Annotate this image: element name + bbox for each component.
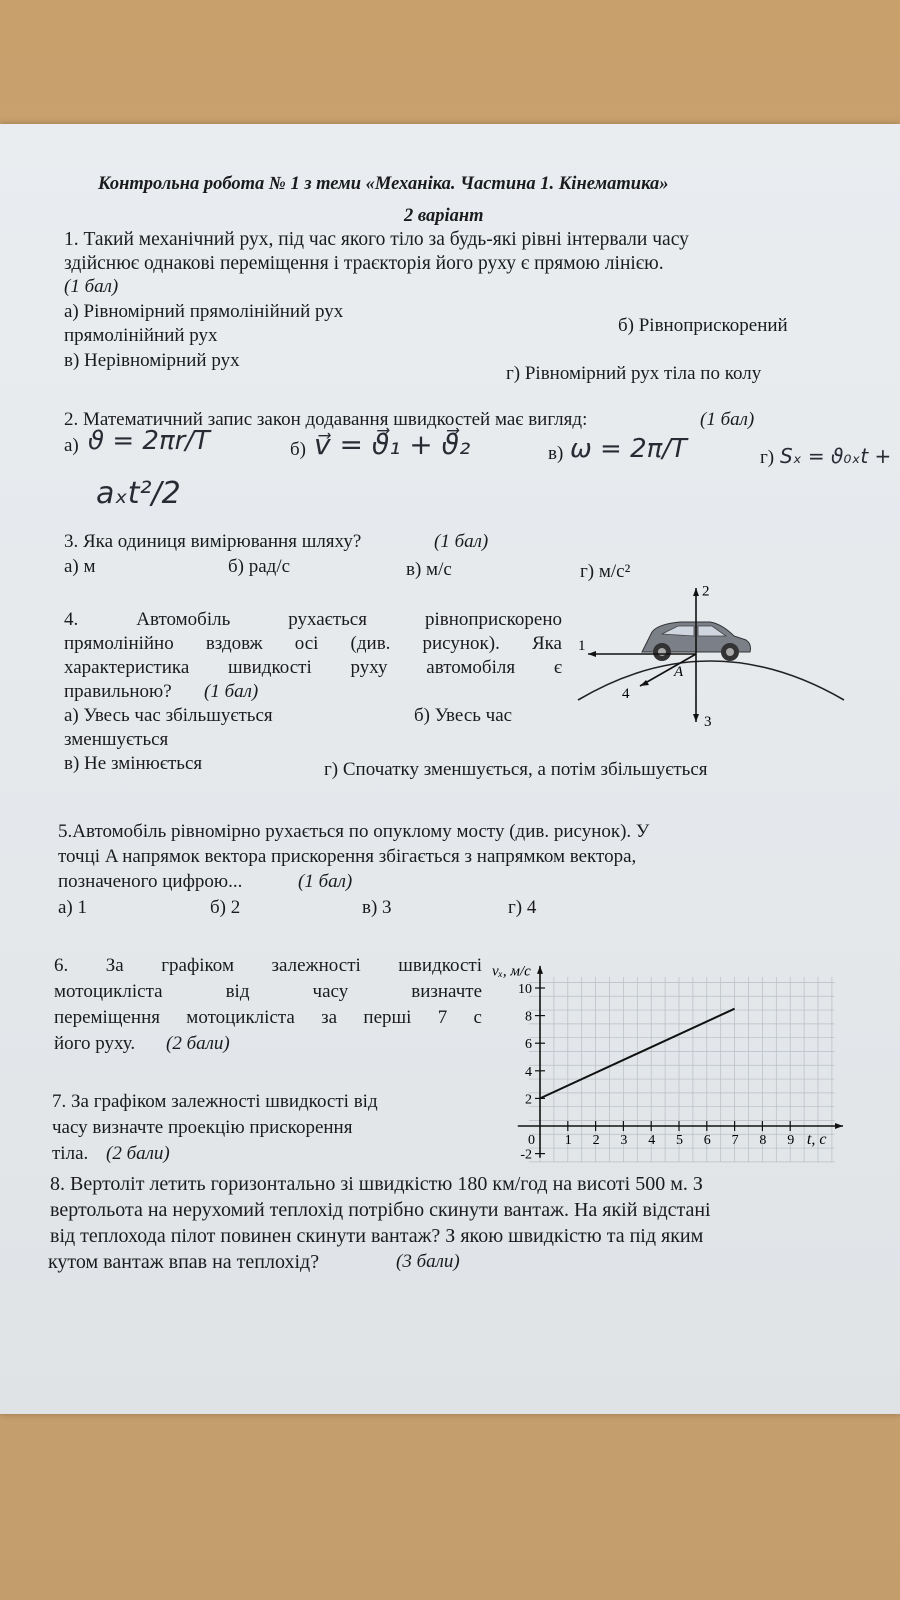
- y-tick-label: 10: [518, 982, 532, 997]
- x-tick-label: 7: [731, 1133, 739, 1148]
- x-tick-label: 5: [676, 1133, 683, 1148]
- q5-points: (1 бал): [298, 871, 353, 892]
- vector-label-3: 3: [704, 714, 712, 730]
- x-tick-label: 1: [564, 1133, 572, 1148]
- q1-option-a-cont: прямолінійний рух: [64, 325, 218, 346]
- q1-points: (1 бал): [64, 276, 119, 297]
- q4-option-g: г) Спочатку зменшується, а потім збільшується: [324, 759, 708, 780]
- q2-handwritten-a: ϑ = 2πr/T: [88, 426, 210, 456]
- q5-line1: 5.Автомобіль рівномірно рухається по опуклому мосту (див. рисунок). У: [58, 821, 650, 842]
- y-tick-label: -2: [520, 1147, 532, 1163]
- q7-line1: 7. За графіком залежності швидкості від: [52, 1091, 378, 1112]
- q3-points: (1 бал): [434, 531, 489, 552]
- x-axis-label: t, c: [806, 1131, 827, 1148]
- q8-line4: кутом вантаж впав на теплохід?: [48, 1251, 320, 1273]
- y-tick-label: 4: [525, 1064, 532, 1080]
- x-tick-label: 6: [703, 1133, 711, 1148]
- x-tick-label: 0: [528, 1133, 535, 1148]
- q6-line3: переміщення мотоцикліста за перші 7 с: [54, 1007, 482, 1028]
- y-axis-arrow: [537, 966, 543, 974]
- x-tick-label: 3: [620, 1133, 628, 1148]
- q6-line4: його руху.: [54, 1033, 136, 1054]
- q1-option-v: в) Нерівномірний рух: [64, 350, 240, 371]
- vector-label-1: 1: [578, 638, 586, 654]
- q2-option-g-label: г): [760, 447, 775, 468]
- q3-option-b: б) рад/с: [228, 556, 291, 577]
- q2-question: 2. Математичний запис закон додавання швидкостей має вигляд:: [64, 409, 588, 430]
- q8-line2: вертольота на нерухомий теплохід потрібно скинути вантаж. На якій відстані: [50, 1199, 711, 1221]
- q2-option-b-label: б): [290, 439, 306, 460]
- x-tick-label: 8: [759, 1133, 767, 1148]
- q7-line3: тіла.: [52, 1143, 89, 1164]
- q3-option-a: а) м: [64, 556, 96, 577]
- q2-handwritten-b: v⃗ = ϑ⃗₁ + ϑ⃗₂: [314, 428, 471, 461]
- q5-option-a: а) 1: [58, 897, 88, 918]
- q6-line2: мотоцикліста від часу визначте: [54, 981, 482, 1002]
- y-axis-label: vₓ, м/с: [492, 963, 531, 980]
- q1-option-a: а) Рівномірний прямолінійний рух: [64, 301, 344, 322]
- q4-line4: правильною?: [64, 681, 172, 702]
- q2-handwritten-g: Sₓ = ϑ₀ₓt +: [780, 444, 892, 468]
- q5-line2: точці A напрямок вектора прискорення збігається з напрямком вектора,: [58, 846, 637, 867]
- q4-option-b: б) Увесь час: [414, 705, 513, 726]
- q8-line1: 8. Вертоліт летить горизонтально зі швидкістю 180 км/год на висоті 500 м. З: [50, 1173, 703, 1195]
- q1-line1: 1. Такий механічний рух, під час якого тіло за будь-які рівні інтервали часу: [64, 229, 689, 250]
- q6-points: (2 бали): [166, 1033, 230, 1054]
- q4-line3: характеристика швидкості руху автомобіля є: [64, 657, 562, 678]
- y-tick-label: 6: [525, 1037, 532, 1053]
- point-label-a: A: [674, 664, 684, 680]
- velocity-time-chart: [490, 928, 850, 1178]
- q1-option-g: г) Рівномірний рух тіла по колу: [506, 363, 762, 384]
- q5-option-g: г) 4: [508, 897, 537, 918]
- q3-question: 3. Яка одиниця вимірювання шляху?: [64, 531, 362, 552]
- q2-option-v-label: в): [548, 443, 564, 464]
- bridge-arc: [578, 661, 844, 700]
- q2-points: (1 бал): [700, 409, 755, 430]
- car-bridge-figure: [570, 582, 850, 742]
- x-tick-label: 9: [787, 1133, 795, 1148]
- q7-line2: часу визначте проекцію прискорення: [52, 1117, 353, 1138]
- q4-line2: прямолінійно вздовж осі (див. рисунок). Яка: [64, 633, 562, 654]
- vector-label-2: 2: [702, 583, 710, 600]
- q4-option-b-cont: зменшується: [64, 729, 169, 750]
- q4-line1: 4. Автомобіль рухається рівноприскорено: [64, 609, 562, 630]
- q4-option-a: а) Увесь час збільшується: [64, 705, 273, 726]
- q4-option-v: в) Не змінюється: [64, 753, 203, 774]
- q5-option-b: б) 2: [210, 897, 241, 918]
- q1-line2: здійснює однакові переміщення і траєкторія його руху є прямою лінією.: [64, 253, 664, 274]
- q4-points: (1 бал): [204, 681, 259, 702]
- q2-handwritten-v: ω = 2π/T: [570, 434, 687, 464]
- q2-option-a-label: а): [64, 435, 79, 456]
- q3-option-g: г) м/с²: [580, 561, 631, 582]
- q5-line3: позначеного цифрою...: [58, 871, 243, 892]
- y-tick-label: 8: [525, 1009, 532, 1025]
- q2-handwritten-g-cont: aₓt²/2: [96, 476, 181, 511]
- variant-label: 2 варіант: [404, 206, 484, 226]
- q8-points: (3 бали): [396, 1251, 460, 1272]
- x-axis-arrow: [835, 1123, 843, 1129]
- test-title: Контрольна робота № 1 з теми «Механіка. Частина 1. Кінематика»: [98, 174, 669, 194]
- q5-option-v: в) 3: [362, 897, 392, 918]
- q7-points: (2 бали): [106, 1143, 170, 1164]
- vector-label-4: 4: [622, 686, 630, 702]
- y-tick-label: 2: [525, 1092, 532, 1108]
- x-tick-label: 4: [648, 1133, 656, 1148]
- x-tick-label: 2: [592, 1133, 600, 1148]
- q1-option-b: б) Рівноприскорений: [618, 315, 788, 336]
- q8-line3: від теплохода пілот повинен скинути вантаж? З якою швидкістю та під яким: [50, 1225, 704, 1247]
- q3-option-v: в) м/с: [406, 559, 452, 580]
- q6-line1: 6. За графіком залежності швидкості: [54, 955, 482, 976]
